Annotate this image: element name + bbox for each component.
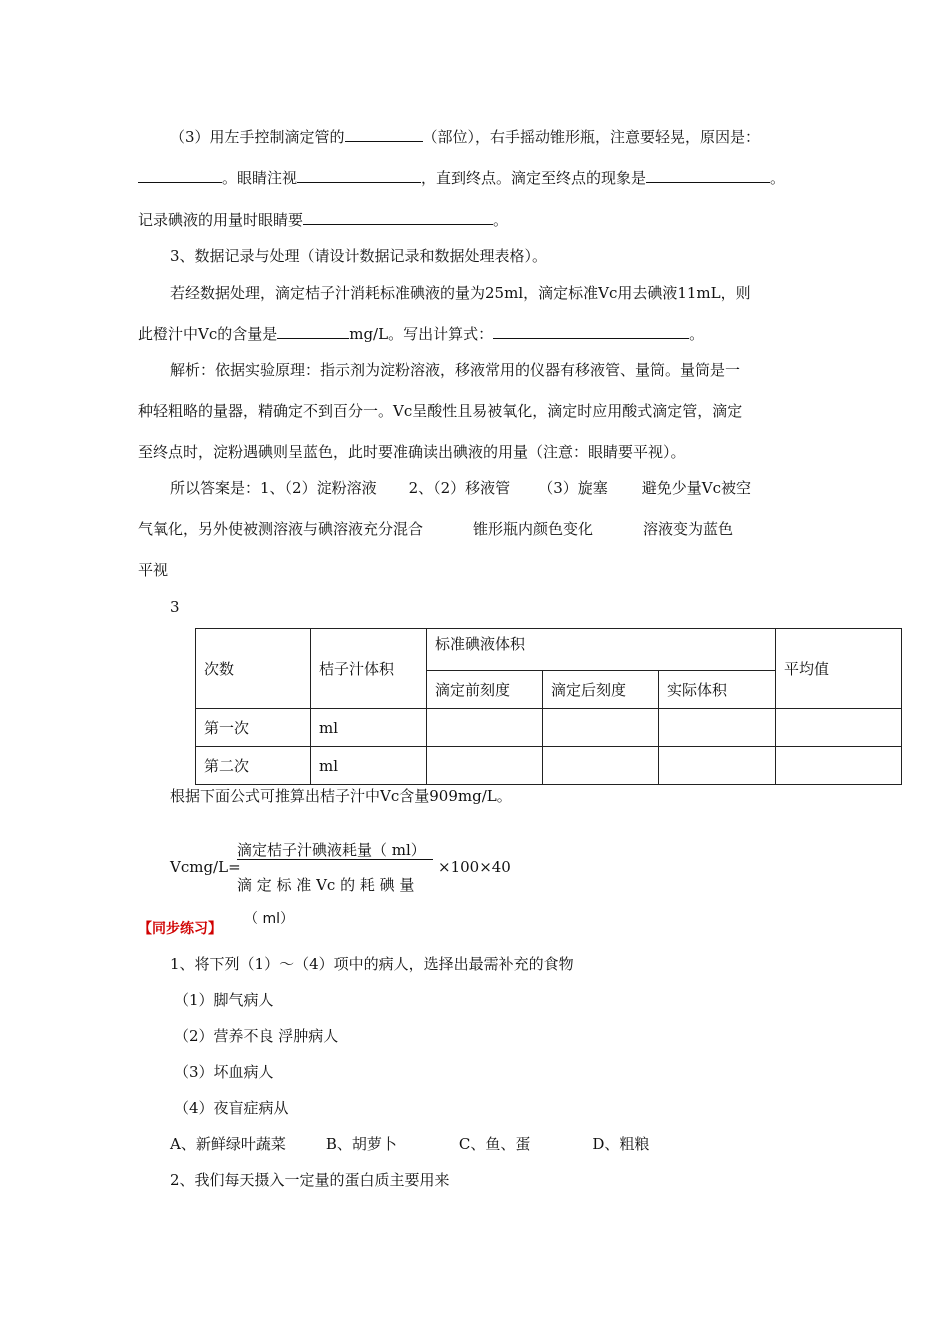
q3-text: ，直到终点。滴定至终点的现象是 — [421, 169, 647, 187]
header-before: 滴定前刻度 — [427, 671, 543, 709]
q3-text: 。眼睛注视 — [222, 169, 298, 187]
section-3-heading: 3、数据记录与处理（请设计数据记录和数据处理表格）。 — [170, 247, 548, 265]
table-row — [196, 709, 902, 747]
table-cell — [659, 709, 776, 747]
answer-text: 2、（2）移液管 — [408, 479, 511, 497]
table-cell — [659, 747, 776, 785]
formula-unit: （ ml） — [244, 911, 294, 927]
calc-text: 。 — [689, 325, 705, 343]
option-d: D、粗粮 — [592, 1135, 650, 1153]
analysis-line-3: 至终点时，淀粉遇碘则呈蓝色，此时要准确读出碘液的用量（注意：眼睛要平视）。 — [138, 443, 686, 461]
practice-options — [170, 1134, 649, 1154]
formula-factor: ×100×40 — [438, 858, 511, 876]
answer-text: （3）旋塞 — [538, 479, 608, 497]
answer-blank-content[interactable] — [277, 324, 349, 339]
table-cell — [427, 709, 543, 747]
header-juice-volume: 桔子汁体积 — [311, 629, 427, 709]
q3-text: （3）用左手控制滴定管的 — [170, 128, 345, 146]
header-actual: 实际体积 — [659, 671, 776, 709]
answer-blank-reason[interactable] — [138, 168, 222, 183]
table-label: 3 — [170, 598, 180, 616]
practice-item-4: （4）夜盲症病从 — [174, 1099, 289, 1117]
answer-line-2 — [138, 519, 733, 539]
q3-text: （部位），右手摇动锥形瓶，注意要轻晃，原因是： — [422, 128, 761, 146]
answer-line-3: 平视 — [138, 561, 169, 579]
calc-line-2 — [138, 324, 704, 344]
row-unit: ml — [311, 709, 427, 747]
table-cell — [543, 747, 659, 785]
answer-text: 所以答案是：1、（2）淀粉溶液 — [170, 479, 377, 497]
formula-lhs: Vcmg/L= — [170, 858, 241, 876]
calc-text: mg/L。写出计算式： — [349, 325, 494, 343]
table-row — [196, 747, 902, 785]
option-a: A、新鲜绿叶蔬菜 — [170, 1135, 286, 1153]
result-line: 根据下面公式可推算出桔子汁中Vc含量909mg/L。 — [170, 787, 512, 805]
q3-text: 。 — [493, 211, 509, 229]
q3-text: 记录碘液的用量时眼睛要 — [138, 211, 304, 229]
table-cell — [776, 709, 902, 747]
answer-text: 锥形瓶内颜色变化 — [473, 520, 594, 538]
header-iodine-volume: 标准碘液体积 — [427, 629, 776, 671]
analysis-line-2: 种轻粗略的量器，精确定不到百分一。Vc呈酸性且易被氧化，滴定时应用酸式滴定管，滴定 — [138, 402, 743, 420]
q3-text: 。 — [770, 169, 786, 187]
answer-blank-watch[interactable] — [297, 168, 421, 183]
table-cell — [776, 747, 902, 785]
q3-line-1 — [170, 127, 760, 147]
answer-blank-eyes[interactable] — [303, 210, 493, 225]
answer-line-1 — [170, 478, 751, 498]
practice-q1: 1、将下列（1）～（4）项中的病人，选择出最需补充的食物 — [170, 955, 574, 973]
answer-blank-endpoint[interactable] — [646, 168, 770, 183]
formula-numerator: 滴定桔子汁碘液耗量（ ml） — [237, 841, 433, 860]
option-b: B、胡萝卜 — [325, 1135, 397, 1153]
practice-tag-text: 【同步练习】 — [138, 921, 222, 937]
table-cell — [543, 709, 659, 747]
practice-item-2: （2）营养不良 浮肿病人 — [174, 1027, 339, 1045]
calc-text: 此橙汁中Vc的含量是 — [138, 325, 278, 343]
answer-text: 气氧化，另外使被测溶液与碘溶液充分混合 — [138, 520, 424, 538]
practice-item-3: （3）坏血病人 — [174, 1063, 274, 1081]
answer-text: 溶液变为蓝色 — [643, 520, 734, 538]
table-cell — [427, 747, 543, 785]
answer-blank-formula[interactable] — [493, 324, 689, 339]
practice-tag — [138, 918, 222, 939]
header-count: 次数 — [196, 629, 311, 709]
practice-q2: 2、我们每天摄入一定量的蛋白质主要用来 — [170, 1171, 450, 1189]
header-average: 平均值 — [776, 629, 902, 709]
q3-line-2 — [138, 168, 785, 188]
option-c: C、鱼、蛋 — [458, 1135, 531, 1153]
header-after: 滴定后刻度 — [543, 671, 659, 709]
formula-denominator: 滴 定 标 准 Vc 的 耗 碘 量 — [237, 876, 415, 894]
row-unit: ml — [311, 747, 427, 785]
q3-line-3 — [138, 210, 508, 230]
calc-line-1: 若经数据处理，滴定桔子汁消耗标准碘液的量为25ml，滴定标准Vc用去碘液11mL，则 — [170, 284, 751, 302]
answer-text: 避免少量Vc被空 — [641, 479, 751, 497]
row-label: 第二次 — [196, 747, 311, 785]
row-label: 第一次 — [196, 709, 311, 747]
analysis-line-1: 解析：依据实验原理：指示剂为淀粉溶液，移液常用的仪器有移液管、量筒。量筒是一 — [170, 361, 741, 379]
data-record-table — [195, 628, 902, 785]
practice-item-1: （1）脚气病人 — [174, 991, 274, 1009]
answer-blank-part[interactable] — [345, 127, 423, 142]
